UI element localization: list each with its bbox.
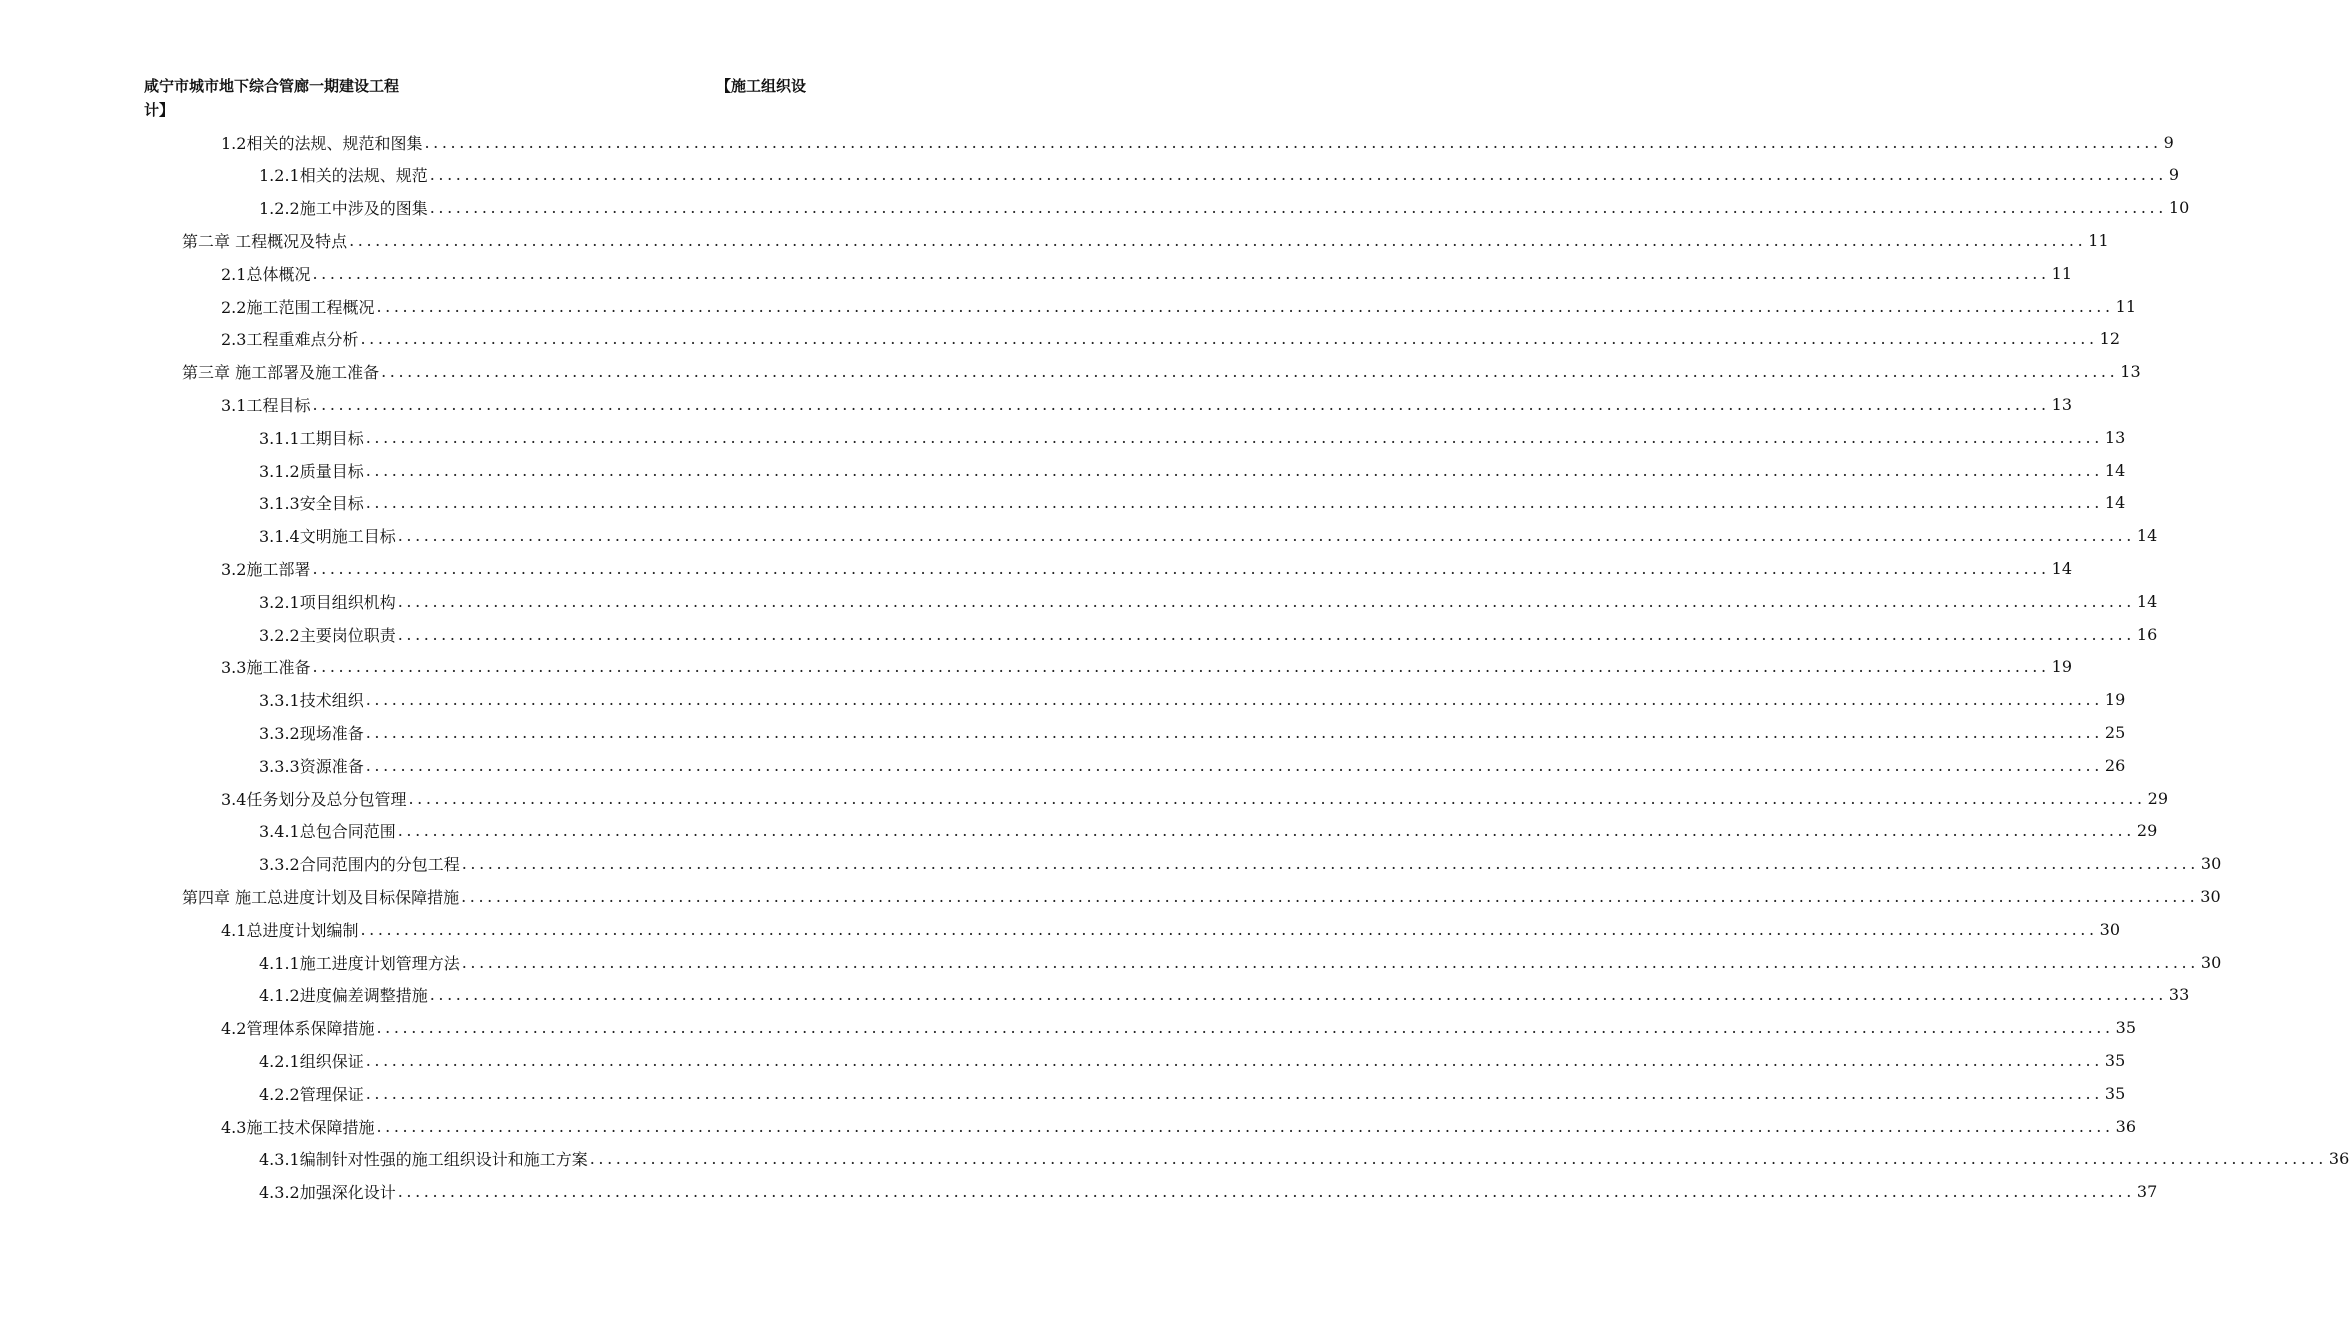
toc-entry[interactable] [221,388,2072,420]
toc-entry-title: 3.2.1项目组织机构 [259,592,396,612]
toc-entry-title: 3.1.2质量目标 [259,461,364,481]
toc-entry-page-number: 30 [2200,854,2222,874]
toc-entry-page-number: 11 [2115,296,2136,316]
toc-entry[interactable] [259,585,2158,617]
toc-entry-title: 第二章 工程概况及特点 [182,231,348,251]
toc-entry-title: 4.2.2管理保证 [259,1084,364,1104]
toc-entry[interactable] [259,159,2180,191]
toc-entry-page-number: 14 [2051,558,2072,578]
toc-dot-leader: ........................................................................................................................................................................................................ [312,263,2050,283]
toc-entry-title: 2.3工程重难点分析 [221,330,359,350]
toc-entry-page-number: 13 [2120,362,2141,382]
toc-entry[interactable] [221,323,2120,355]
toc-dot-leader: ........................................................................................................................................................................................................ [365,427,2103,447]
toc-dot-leader: ........................................................................................................................................................................................................ [424,132,2162,152]
toc-dot-leader: ........................................................................................................................................................................................................ [397,1182,2135,1202]
toc-entry-page-number: 16 [2136,624,2158,644]
toc-entry[interactable] [259,520,2158,552]
toc-dot-leader: ........................................................................................................................................................................................................ [365,690,2103,710]
toc-entry-title: 4.1.2进度偏差调整措施 [259,986,428,1006]
toc-entry-page-number: 35 [2104,1050,2126,1070]
toc-entry[interactable] [182,356,2141,388]
toc-entry-title: 1.2相关的法规、规范和图集 [221,133,423,153]
toc-entry-page-number: 30 [2200,886,2221,906]
toc-dot-leader: ........................................................................................................................................................................................................ [376,1116,2114,1136]
toc-entry[interactable] [259,1044,2126,1076]
toc-entry-title: 1.2.2施工中涉及的图集 [259,199,428,219]
toc-entry[interactable] [259,716,2126,748]
toc-dot-leader: ........................................................................................................................................................................................................ [589,1149,2327,1169]
toc-dot-leader: ........................................................................................................................................................................................................ [365,460,2103,480]
toc-entry-title: 第三章 施工部署及施工准备 [182,363,380,383]
toc-entry-title: 3.1工程目标 [221,395,311,415]
toc-entry-page-number: 33 [2168,985,2190,1005]
toc-entry[interactable] [259,979,2190,1011]
toc-dot-leader: ........................................................................................................................................................................................................ [349,230,2087,250]
toc-entry-title: 4.3.1编制针对性强的施工组织设计和施工方案 [259,1150,588,1170]
toc-entry-page-number: 36 [2328,1149,2349,1169]
toc-entry[interactable] [259,1176,2158,1208]
toc-entry-title: 3.4任务划分及总分包管理 [221,789,407,809]
toc-entry-page-number: 9 [2168,165,2180,185]
toc-entry-title: 3.1.3安全目标 [259,494,364,514]
toc-entry[interactable] [259,454,2126,486]
toc-entry[interactable] [221,1110,2136,1142]
toc-entry-page-number: 11 [2051,263,2072,283]
toc-entry-page-number: 14 [2136,526,2158,546]
toc-dot-leader: ........................................................................................................................................................................................................ [360,329,2098,349]
toc-entry-page-number: 35 [2115,1018,2136,1038]
toc-entry[interactable] [221,552,2072,584]
toc-entry[interactable] [221,651,2072,683]
toc-entry[interactable] [259,618,2158,650]
toc-dot-leader: ........................................................................................................................................................................................................ [312,394,2050,414]
toc-entry-title: 1.2.1相关的法规、规范 [259,166,428,186]
toc-entry-title: 3.3.2合同范围内的分包工程 [259,855,460,875]
toc-entry-page-number: 14 [2104,460,2126,480]
toc-dot-leader: ........................................................................................................................................................................................................ [408,788,2146,808]
header-project-title: 咸宁市城市地下综合管廊一期建设工程 [144,77,400,95]
toc-entry-page-number: 13 [2051,394,2072,414]
toc-entry-page-number: 19 [2104,690,2126,710]
toc-entry-title: 4.2管理体系保障措施 [221,1019,375,1039]
toc-entry-page-number: 14 [2136,591,2158,611]
toc-entry[interactable] [182,880,2221,912]
toc-entry-page-number: 9 [2163,132,2174,152]
toc-entry-title: 4.3.2加强深化设计 [259,1183,396,1203]
toc-dot-leader: ........................................................................................................................................................................................................ [376,1018,2114,1038]
toc-entry-page-number: 35 [2104,1083,2126,1103]
toc-entry-title: 4.1.1施工进度计划管理方法 [259,953,460,973]
toc-entry[interactable] [221,782,2168,814]
toc-dot-leader: ........................................................................................................................................................................................................ [397,591,2135,611]
toc-dot-leader: ........................................................................................................................................................................................................ [365,755,2103,775]
toc-entry-title: 3.3.1技术组织 [259,691,364,711]
toc-dot-leader: ........................................................................................................................................................................................................ [365,1050,2103,1070]
toc-entry[interactable] [221,913,2120,945]
toc-dot-leader: ........................................................................................................................................................................................................ [461,952,2199,972]
toc-entry-page-number: 26 [2104,755,2126,775]
toc-entry-title: 3.3.3资源准备 [259,756,364,776]
toc-entry-title: 3.2施工部署 [221,559,311,579]
toc-entry-page-number: 29 [2136,821,2158,841]
toc-entry[interactable] [259,946,2222,978]
toc-dot-leader: ........................................................................................................................................................................................................ [429,198,2167,218]
toc-entry-title: 2.2施工范围工程概况 [221,297,375,317]
toc-dot-leader: ........................................................................................................................................................................................................ [429,985,2167,1005]
toc-entry[interactable] [221,257,2072,289]
toc-entry[interactable] [259,848,2222,880]
toc-entry-page-number: 25 [2104,722,2126,742]
toc-entry[interactable] [259,1077,2126,1109]
toc-dot-leader: ........................................................................................................................................................................................................ [365,722,2103,742]
toc-entry-page-number: 37 [2136,1182,2158,1202]
toc-entry-title: 4.1总进度计划编制 [221,920,359,940]
toc-entry-page-number: 10 [2168,198,2190,218]
toc-entry-title: 3.1.4文明施工目标 [259,527,396,547]
toc-entry[interactable] [259,421,2126,453]
toc-dot-leader: ........................................................................................................................................................................................................ [312,558,2050,578]
toc-entry-title: 4.3施工技术保障措施 [221,1117,375,1137]
header-document-type: 【施工组织设 [715,77,806,95]
toc-entry[interactable] [259,1143,2349,1175]
toc-entry-page-number: 12 [2099,329,2120,349]
toc-dot-leader: ........................................................................................................................................................................................................ [360,919,2098,939]
toc-entry-page-number: 19 [2051,657,2072,677]
toc-entry-title: 第四章 施工总进度计划及目标保障措施 [182,887,460,907]
toc-dot-leader: ........................................................................................................................................................................................................ [461,886,2199,906]
toc-entry[interactable] [259,749,2126,781]
toc-entry[interactable] [259,192,2190,224]
toc-entry-page-number: 36 [2115,1116,2136,1136]
toc-dot-leader: ........................................................................................................................................................................................................ [365,493,2103,513]
toc-entry[interactable] [259,815,2158,847]
toc-entry-title: 4.2.1组织保证 [259,1051,364,1071]
toc-entry-page-number: 29 [2147,788,2168,808]
toc-entry-title: 3.1.1工期目标 [259,428,364,448]
toc-entry-page-number: 14 [2104,493,2126,513]
toc-dot-leader: ........................................................................................................................................................................................................ [397,624,2135,644]
toc-entry-page-number: 30 [2200,952,2222,972]
toc-entry[interactable] [221,126,2174,158]
toc-entry-page-number: 11 [2088,230,2109,250]
toc-entry-page-number: 30 [2099,919,2120,939]
toc-dot-leader: ........................................................................................................................................................................................................ [381,362,2119,382]
toc-entry[interactable] [259,684,2126,716]
toc-entry-title: 3.3.2现场准备 [259,723,364,743]
toc-entry-title: 3.2.2主要岗位职责 [259,625,396,645]
toc-dot-leader: ........................................................................................................................................................................................................ [397,526,2135,546]
toc-entry[interactable] [221,1012,2136,1044]
toc-dot-leader: ........................................................................................................................................................................................................ [365,1083,2103,1103]
toc-entry[interactable] [221,290,2136,322]
toc-entry[interactable] [259,487,2126,519]
toc-dot-leader: ........................................................................................................................................................................................................ [429,165,2167,185]
toc-entry-title: 2.1总体概况 [221,264,311,284]
toc-dot-leader: ........................................................................................................................................................................................................ [376,296,2114,316]
header-document-type-continuation: 计】 [144,101,175,119]
toc-entry[interactable] [182,224,2109,256]
toc-dot-leader: ........................................................................................................................................................................................................ [461,854,2199,874]
toc-dot-leader: ........................................................................................................................................................................................................ [397,821,2135,841]
toc-entry-page-number: 13 [2104,427,2126,447]
toc-entry-title: 3.4.1总包合同范围 [259,822,396,842]
toc-entry-title: 3.3施工准备 [221,658,311,678]
toc-dot-leader: ........................................................................................................................................................................................................ [312,657,2050,677]
